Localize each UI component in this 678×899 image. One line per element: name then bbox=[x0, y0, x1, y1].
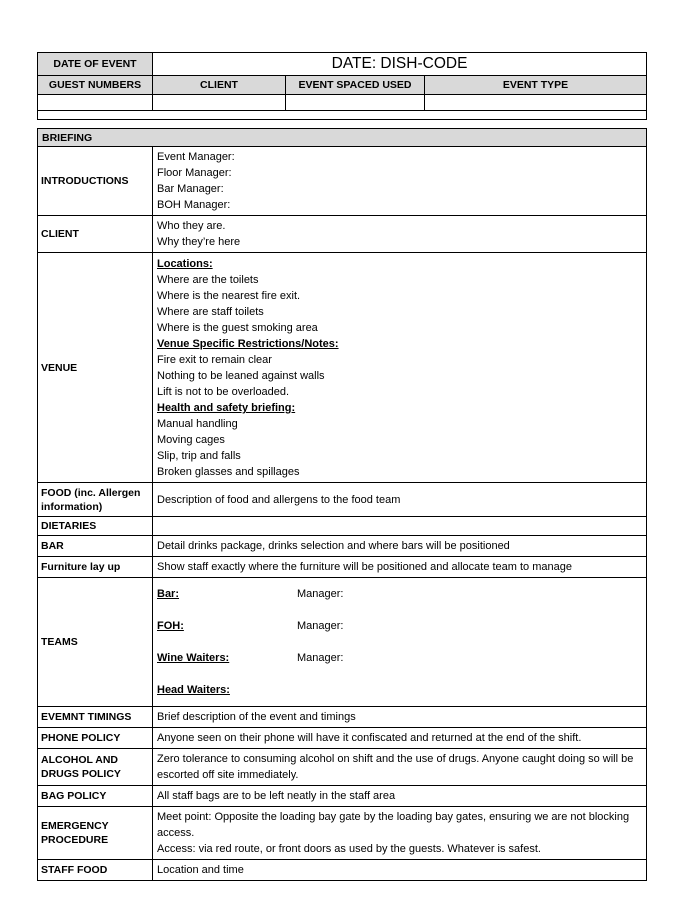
row-content bbox=[153, 786, 647, 807]
row-bag-policy bbox=[38, 786, 647, 807]
team-name: FOH: bbox=[157, 620, 184, 632]
column-headers-row bbox=[38, 76, 647, 95]
row-label: FOOD (inc. Allergen information) bbox=[38, 483, 153, 517]
guest-numbers-field[interactable] bbox=[38, 95, 153, 111]
row-content bbox=[153, 860, 647, 881]
row-content bbox=[153, 483, 647, 517]
row-client bbox=[38, 216, 647, 253]
top-table-footer-row bbox=[38, 111, 647, 120]
event-space-used-header: EVENT SPACED USED bbox=[286, 76, 425, 95]
content-line: Location and time bbox=[157, 864, 244, 876]
row-emergency-procedure bbox=[38, 807, 647, 860]
row-content bbox=[153, 216, 647, 253]
row-label: PHONE POLICY bbox=[38, 728, 153, 749]
row-teams bbox=[38, 578, 647, 707]
row-content bbox=[153, 749, 647, 786]
content-line: Manual handling bbox=[157, 418, 238, 430]
guest-numbers-header: GUEST NUMBERS bbox=[38, 76, 153, 95]
date-of-event-header: DATE OF EVENT bbox=[38, 53, 153, 76]
content-line: Lift is not to be overloaded. bbox=[157, 386, 290, 398]
row-content bbox=[153, 728, 647, 749]
briefing-header-row bbox=[38, 129, 647, 147]
row-bar bbox=[38, 536, 647, 557]
fill-in-row bbox=[38, 95, 647, 111]
content-line: Event Manager: bbox=[157, 151, 235, 163]
row-staff-food bbox=[38, 860, 647, 881]
content-line: Where is the guest smoking area bbox=[157, 322, 318, 334]
row-content bbox=[153, 707, 647, 728]
row-label: EVEMNT TIMINGS bbox=[38, 707, 153, 728]
content-line: Moving cages bbox=[157, 434, 225, 446]
team-name: Wine Waiters: bbox=[157, 652, 230, 664]
row-phone-policy bbox=[38, 728, 647, 749]
team-name: Head Waiters: bbox=[157, 684, 230, 696]
event-space-used-field[interactable] bbox=[286, 95, 425, 111]
date-row bbox=[38, 53, 647, 76]
row-label: TEAMS bbox=[38, 578, 153, 707]
team-group-wine-waiters bbox=[157, 650, 642, 666]
row-label: CLIENT bbox=[38, 216, 153, 253]
row-event-timings bbox=[38, 707, 647, 728]
content-heading: Venue Specific Restrictions/Notes: bbox=[157, 338, 339, 350]
content-heading: Health and safety briefing: bbox=[157, 402, 296, 414]
content-line: Brief description of the event and timings bbox=[157, 711, 356, 723]
team-manager-label: Manager: bbox=[297, 620, 344, 632]
row-content bbox=[153, 253, 647, 483]
team-manager-label: Manager: bbox=[297, 588, 344, 600]
content-line: Where are the toilets bbox=[157, 274, 259, 286]
content-line: Slip, trip and falls bbox=[157, 450, 241, 462]
team-manager-label: Manager: bbox=[297, 652, 344, 664]
team-group-bar bbox=[157, 586, 642, 602]
row-label: STAFF FOOD bbox=[38, 860, 153, 881]
content-line: Fire exit to remain clear bbox=[157, 354, 272, 366]
row-content bbox=[153, 147, 647, 216]
content-line: Where is the nearest fire exit. bbox=[157, 290, 301, 302]
content-heading: Locations: bbox=[157, 258, 213, 270]
row-content bbox=[153, 536, 647, 557]
row-alcohol-and-drugs-policy bbox=[38, 749, 647, 786]
content-line: Why they’re here bbox=[157, 236, 241, 248]
content-line: Where are staff toilets bbox=[157, 306, 264, 318]
content-line: All staff bags are to be left neatly in the staff area bbox=[157, 790, 396, 802]
team-group-foh bbox=[157, 618, 642, 634]
content-line: Description of food and allergens to the food team bbox=[157, 493, 401, 506]
content-line: Nothing to be leaned against walls bbox=[157, 370, 325, 382]
row-label: EMERGENCY PROCEDURE bbox=[38, 807, 153, 860]
row-venue bbox=[38, 253, 647, 483]
briefing-table bbox=[37, 128, 647, 881]
content-line: Zero tolerance to consuming alcohol on shift and the use of drugs. Anyone caught doing so will be escorted off site immediately. bbox=[157, 753, 634, 781]
row-label: VENUE bbox=[38, 253, 153, 483]
team-group-head-waiters bbox=[157, 682, 642, 698]
row-label: Furniture lay up bbox=[38, 557, 153, 578]
content-line: Show staff exactly where the furniture will be positioned and allocate team to manage bbox=[157, 561, 572, 573]
row-furniture-lay-up bbox=[38, 557, 647, 578]
row-label: ALCOHOL AND DRUGS POLICY bbox=[38, 749, 153, 786]
content-line: Access: via red route, or front doors as used by the guests. Whatever is safest. bbox=[157, 843, 541, 855]
row-label: DIETARIES bbox=[38, 517, 153, 536]
client-field[interactable] bbox=[153, 95, 286, 111]
briefing-title: BRIEFING bbox=[38, 129, 647, 147]
row-content bbox=[153, 578, 647, 707]
content-line: Floor Manager: bbox=[157, 167, 232, 179]
row-food bbox=[38, 483, 647, 517]
content-line: Anyone seen on their phone will have it confiscated and returned at the end of the shift. bbox=[157, 732, 582, 744]
team-name: Bar: bbox=[157, 588, 180, 600]
content-line: Meet point: Opposite the loading bay gate by the loading bay gates, ensuring we are not blocking access. bbox=[157, 811, 630, 839]
row-content bbox=[153, 807, 647, 860]
row-label: INTRODUCTIONS bbox=[38, 147, 153, 216]
row-label: BAR bbox=[38, 536, 153, 557]
row-label: BAG POLICY bbox=[38, 786, 153, 807]
event-type-field[interactable] bbox=[425, 95, 647, 111]
content-line: Bar Manager: bbox=[157, 183, 224, 195]
footer-strip-cell bbox=[38, 111, 647, 120]
client-header: CLIENT bbox=[153, 76, 286, 95]
row-dietaries bbox=[38, 517, 647, 536]
event-info-table bbox=[37, 52, 647, 120]
date-dish-code-title: DATE: DISH-CODE bbox=[153, 53, 647, 76]
content-line: Who they are. bbox=[157, 220, 226, 232]
content-line: Detail drinks package, drinks selection and where bars will be positioned bbox=[157, 540, 510, 552]
row-introductions bbox=[38, 147, 647, 216]
content-line: BOH Manager: bbox=[157, 199, 231, 211]
event-type-header: EVENT TYPE bbox=[425, 76, 647, 95]
dietaries-field[interactable] bbox=[153, 517, 647, 536]
row-content bbox=[153, 557, 647, 578]
content-line: Broken glasses and spillages bbox=[157, 466, 300, 478]
